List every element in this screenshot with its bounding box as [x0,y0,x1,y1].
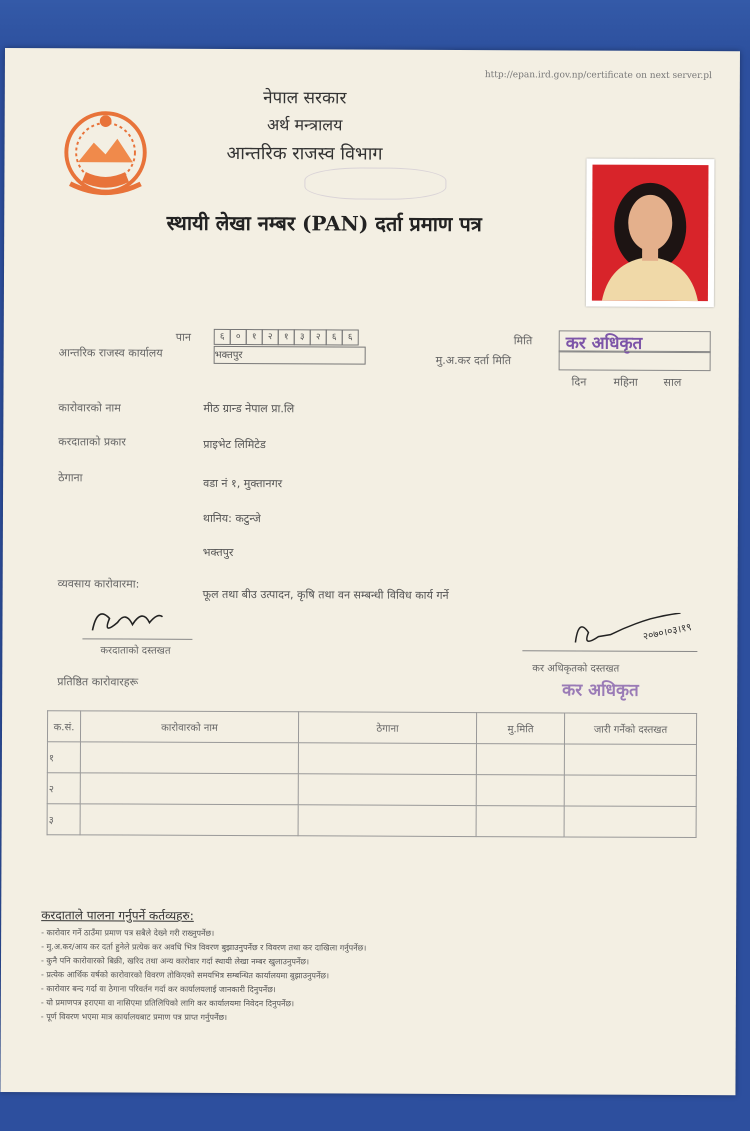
taxpayer-duties [41,906,712,1028]
address-label: ठेगाना [58,471,83,485]
address-district: भक्तपुर [202,545,234,560]
year-label: साल [663,375,682,389]
pan-digit: २ [310,329,327,345]
table-header-name: कारोवारको नाम [80,711,298,743]
duty-item: - कारोवार बन्द गर्दा वा ठेगाना परिवर्तन गर्दा कर कार्यालयलाई जानकारी दिनुपर्नेछ। [40,984,276,995]
business-activity-label: व्यवसाय कारोवारमा: [57,577,140,591]
day-label: दिन [571,375,587,389]
taxpayer-signature [87,600,167,640]
table-header-date: मु.मिति [476,713,564,744]
month-label: महिना [613,375,638,389]
duty-item: - मु.अ.कर/आय कर दर्ता हुनेले प्रत्येक कर अवधि भित्र विवरण बुझाउनुपर्नेछ र विवरण तथा कर दाखिला गर्नुपर्नेछ। [41,942,367,953]
date-label: मिति [513,334,533,348]
taxpayer-type-label: करदाताको प्रकार [58,435,126,449]
duty-item: - यो प्रमाणपत्र हराएमा वा नासिएमा प्रतिलिपिको लागि कर कार्यालयमा निवेदन दिनुपर्नेछ। [40,998,295,1009]
table-header-address: ठेगाना [298,712,476,744]
certificate-paper [0,48,740,1095]
row-number: १ [47,742,80,773]
duties-title: करदाताले पालना गर्नुपर्ने कर्तव्यहरु: [41,908,194,923]
branches-table [47,710,698,838]
address-tole: थानिय: कटुन्जे [202,511,261,526]
faded-stamp [304,167,446,200]
row-number: ३ [47,804,80,835]
pan-digit: ० [230,329,247,345]
table-header-row [47,711,696,745]
address-value: वडा नं १, मुक्तानगर [203,476,283,491]
business-activity-value: फूल तथा बीउ उत्पादन, कृषि तथा वन सम्बन्धी विविध कार्य गर्ने [202,587,449,602]
table-row [47,742,696,776]
business-name-value: मीठ ग्रान्ड नेपाल प्रा.लि [203,401,295,416]
header-line-ministry: अर्थ मन्त्रालय [266,115,343,135]
pan-digit: ३ [294,329,311,345]
table-header-signature: जारी गर्नेको दस्तखत [564,713,696,745]
officer-stamp: कर अधिकृत [562,680,639,701]
url-text: http://epan.ird.gov.np/certificate on next server.pl [484,70,712,82]
duty-item: - कारोवार गर्ने ठाउँमा प्रमाण पत्र सबैले देख्ने गरी राख्नुपर्नेछ। [41,928,215,938]
pan-digit: १ [278,329,295,345]
officer-signature-date: २०७०।०३।१९ [642,621,693,643]
pan-digit: ६ [326,329,343,345]
table-header-sn: क.सं. [47,711,80,742]
person-photo-icon [592,165,709,302]
officer-signature-label: कर अधिकृतको दस्तखत [532,663,620,675]
certificate-title: स्थायी लेखा नम्बर (PAN) दर्ता प्रमाण पत्र [166,210,482,237]
vat-date-label: मु.अ.कर दर्ता मिति [435,353,512,368]
pan-digit: ६ [214,329,231,345]
taxpayer-type-value: प्राइभेट लिमिटेड [203,437,266,452]
duty-item: - पूर्ण विवरण भएमा मात्र कार्यालयबाट प्रमाण पत्र प्राप्त गर्नुपर्नेछ। [40,1012,228,1022]
pan-digit: २ [262,329,279,345]
duty-item: - कुनै पनि कारोवारको बिक्री, खरिद तथा अन्य कारोवार गर्दा स्थायी लेखा नम्बर खुलाउनुपर्नेछ। [40,956,310,967]
office-label: आन्तरिक राजस्व कार्यालय [58,346,163,360]
table-row [47,773,696,807]
header-line-government: नेपाल सरकार [263,88,347,109]
taxpayer-signature-label: करदाताको दस्तखत [100,645,171,657]
pan-label: पान [175,330,191,344]
office-value: भक्तपुर [214,346,366,365]
business-name-label: कारोवारको नाम [58,401,121,415]
holder-photo [586,159,715,308]
pan-number-boxes [214,329,358,346]
pan-digit: १ [246,329,263,345]
vat-date-box [559,350,711,371]
table-row [47,804,696,838]
row-number: २ [47,773,80,804]
header-line-department: आन्तरिक राजस्व विभाग [226,142,383,165]
duty-item: - प्रत्येक आर्थिक वर्षको कारोवारको विवरण तोकिएको समयभित्र सम्बन्धित कार्यालयमा बुझाउनुपर्नेछ। [40,970,330,981]
pan-digit: ६ [342,329,359,345]
date-stamp: कर अधिकृत [565,333,643,354]
branches-label: प्रतिष्ठित कारोवारहरू [57,675,139,689]
